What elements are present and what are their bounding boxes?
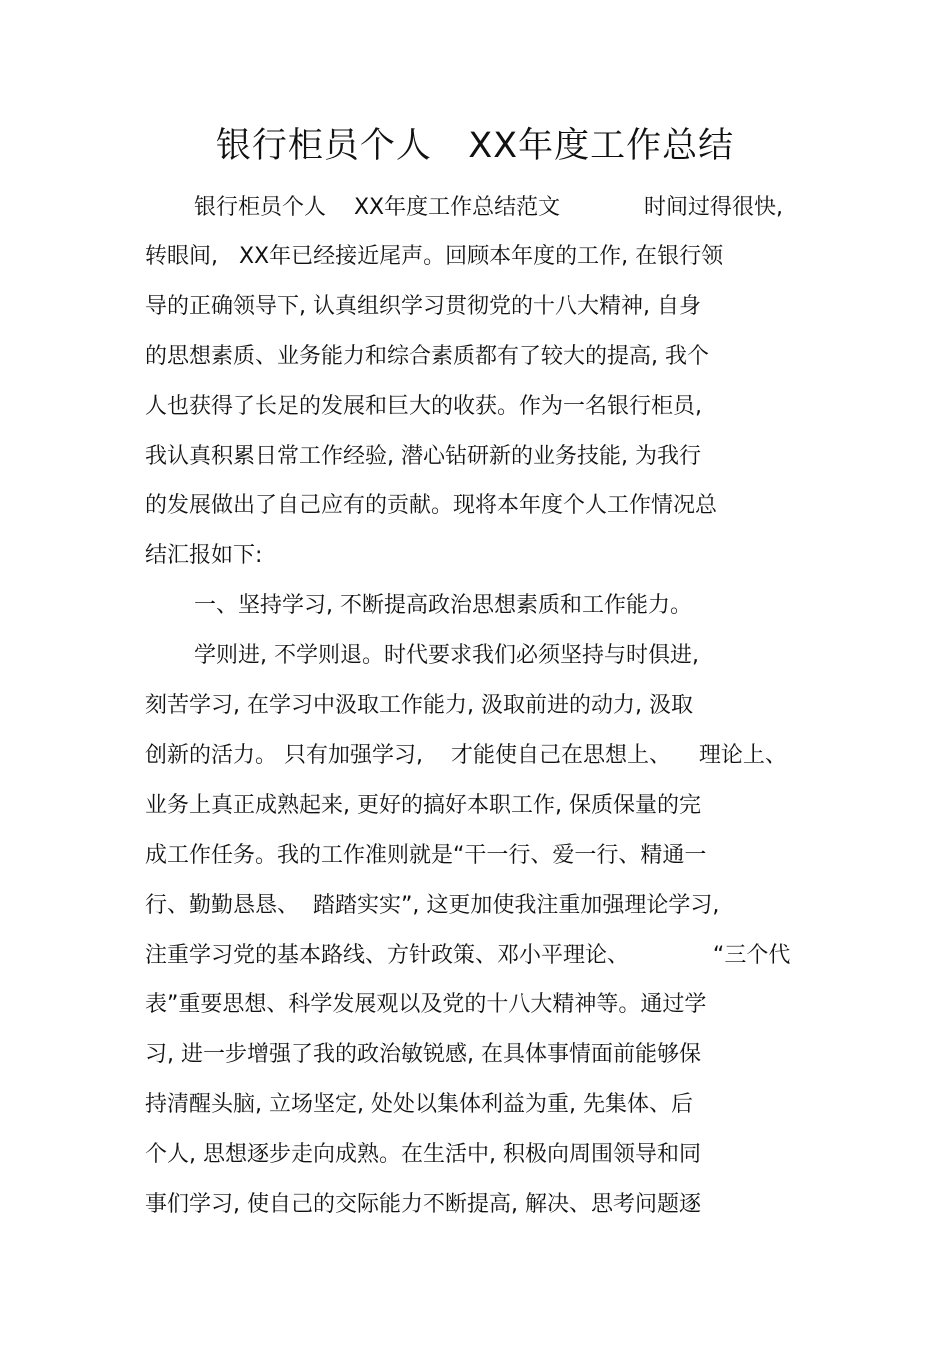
- body-line-15: 注重学习党的基本路线、方针政策、邓小平理论、 “三个代: [145, 943, 791, 968]
- body-line-13: 成工作任务。我的工作准则就是“干一行、爱一行、精通一: [145, 843, 707, 868]
- body-line-9: 学则进, 不学则退。时代要求我们必须坚持与时俱进,: [194, 643, 699, 668]
- body-line-7: 的发展做出了自己应有的贡献。现将本年度个人工作情况总: [145, 493, 718, 518]
- body-line-3: 导的正确领导下, 认真组织学习贯彻党的十八大精神, 自身: [145, 294, 701, 319]
- body-line-11: 创新的活力。 只有加强学习, 才能使自己在思想上、 理论上、: [145, 743, 787, 768]
- body-line-10: 刻苦学习, 在学习中汲取工作能力, 汲取前进的动力, 汲取: [145, 693, 693, 718]
- section-heading-1: 一、坚持学习, 不断提高政治思想素质和工作能力。: [194, 593, 692, 618]
- body-line-19: 个人, 思想逐步走向成熟。在生活中, 积极向周围领导和同: [145, 1142, 701, 1167]
- body-line-17: 习, 进一步增强了我的政治敏锐感, 在具体事情面前能够保: [145, 1042, 701, 1067]
- body-line-20: 事们学习, 使自己的交际能力不断提高, 解决、思考问题逐: [145, 1192, 701, 1217]
- body-line-8: 结汇报如下:: [145, 543, 263, 568]
- body-line-1: 银行柜员个人 XX年度工作总结范文 时间过得很快,: [194, 195, 784, 220]
- body-line-2: 转眼间, XX年已经接近尾声。回顾本年度的工作, 在银行领: [145, 244, 724, 269]
- body-line-18: 持清醒头脑, 立场坚定, 处处以集体利益为重, 先集体、后: [145, 1092, 693, 1117]
- body-line-16: 表”重要思想、科学发展观以及党的十八大精神等。通过学: [145, 992, 707, 1017]
- document-title: 银行柜员个人 XX年度工作总结: [215, 126, 735, 166]
- body-line-5: 人也获得了长足的发展和巨大的收获。作为一名银行柜员,: [145, 394, 702, 419]
- body-line-6: 我认真积累日常工作经验, 潜心钻研新的业务技能, 为我行: [145, 444, 701, 469]
- body-line-12: 业务上真正成熟起来, 更好的搞好本职工作, 保质保量的完: [145, 793, 701, 818]
- body-line-14: 行、勤勤恳恳、 踏踏实实”, 这更加使我注重加强理论学习,: [145, 893, 720, 918]
- body-line-4: 的思想素质、业务能力和综合素质都有了较大的提高, 我个: [145, 344, 709, 369]
